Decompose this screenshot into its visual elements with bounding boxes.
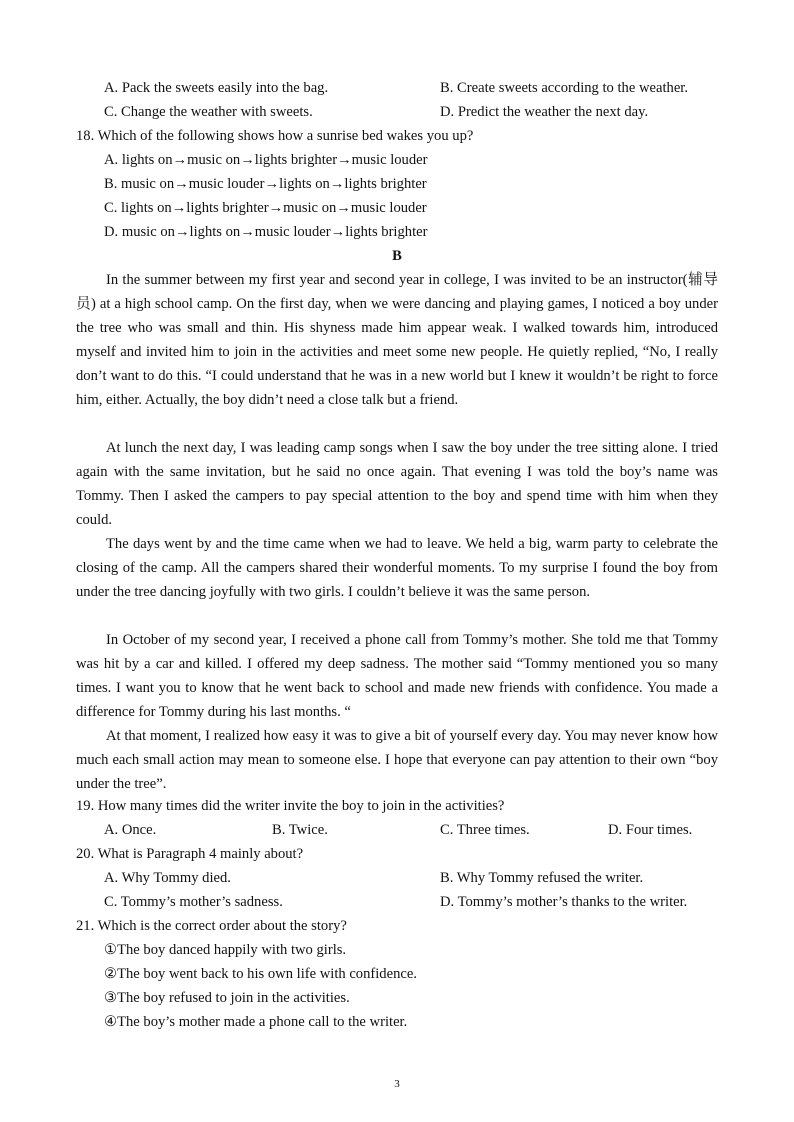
passage-paragraph-5: At that moment, I realized how easy it was to give a bit of yourself every day. You may never know how much each small action may mean to someone else. I hope that everyone can pay attention to their own “boy under the tree”.	[76, 728, 718, 792]
q21-item-2: ②The boy went back to his own life with confidence.	[104, 966, 417, 982]
page-number: 3	[394, 1078, 400, 1090]
q19-option-d: D. Four times.	[608, 822, 693, 838]
q20-option-a: A. Why Tommy died.	[104, 870, 231, 886]
q17-option-c: C. Change the weather with sweets.	[104, 104, 313, 120]
q17-option-a: A. Pack the sweets easily into the bag.	[104, 80, 329, 96]
q19-option-a: A. Once.	[104, 822, 157, 838]
section-title: B	[392, 248, 402, 264]
q18-option-c: C. lights on→lights brighter→music on→music louder	[104, 200, 427, 216]
q20-option-c: C. Tommy’s mother’s sadness.	[104, 894, 283, 910]
q19-stem: 19. How many times did the writer invite the boy to join in the activities?	[76, 798, 505, 814]
q21-item-3: ③The boy refused to join in the activities.	[104, 990, 350, 1006]
q18-option-d: D. music on→lights on→music louder→lights brighter	[104, 224, 428, 240]
q20-option-b: B. Why Tommy refused the writer.	[440, 870, 644, 886]
q20-option-d: D. Tommy’s mother’s thanks to the writer.	[440, 894, 688, 910]
q19-option-c: C. Three times.	[440, 822, 530, 838]
passage-paragraph-1: In the summer between my first year and second year in college, I was invited to be an instructor(辅导员) at a high school camp. On the first day, when we were dancing and playing games, I noticed a boy under the tree who was small and thin. His shyness made him appear weak. I walked towards him, introduced myself and invited him to join in the activities and meet some new people. He quietly replied, “No, I really don’t want to do this. “I could understand that he was in a new world but I knew it wouldn’t be right to force him, either. Actually, the boy didn’t need a close talk but a friend.	[76, 272, 718, 408]
q19-option-b: B. Twice.	[272, 822, 328, 838]
passage-paragraph-3: The days went by and the time came when we had to leave. We held a big, warm party to celebrate the closing of the camp. All the campers shared their wonderful moments. To my surprise I found the boy from under the tree dancing joyfully with two girls. I couldn’t believe it was the same person.	[76, 536, 718, 600]
q20-stem: 20. What is Paragraph 4 mainly about?	[76, 846, 304, 862]
passage-paragraph-4: In October of my second year, I received a phone call from Tommy’s mother. She told me that Tommy was hit by a car and killed. I offered my deep sadness. The mother said “Tommy mentioned you so many times. I want you to know that he went back to school and made new friends with confidence. You made a difference for Tommy during his last months. “	[76, 632, 718, 720]
q18-option-a: A. lights on→music on→lights brighter→music louder	[104, 152, 428, 168]
q21-item-1: ①The boy danced happily with two girls.	[104, 942, 347, 958]
q18-option-b: B. music on→music louder→lights on→lights brighter	[104, 176, 427, 192]
passage-paragraph-2: At lunch the next day, I was leading camp songs when I saw the boy under the tree sitting alone. I tried again with the same invitation, but he said no once again. That evening I was told the boy’s name was Tommy. Then I asked the campers to pay special attention to the boy and spend time with him when they could.	[76, 440, 718, 528]
q21-item-4: ④The boy’s mother made a phone call to the writer.	[104, 1014, 408, 1030]
q21-stem: 21. Which is the correct order about the story?	[76, 918, 347, 934]
q17-option-b: B. Create sweets according to the weather.	[440, 80, 689, 96]
q17-option-d: D. Predict the weather the next day.	[440, 104, 649, 120]
q18-stem: 18. Which of the following shows how a sunrise bed wakes you up?	[76, 128, 474, 144]
